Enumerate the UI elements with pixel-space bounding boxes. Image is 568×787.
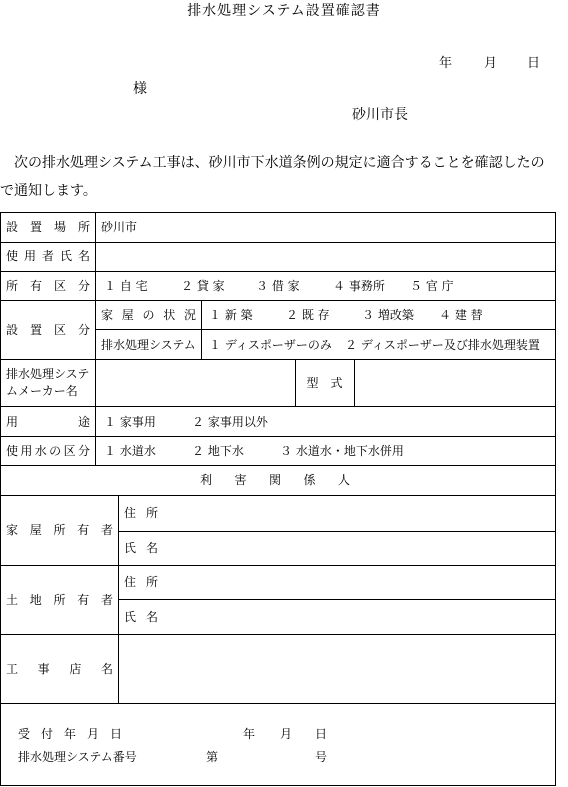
land-owner-name-field[interactable] — [165, 603, 551, 631]
land-owner-address-label: 住 所 — [124, 575, 158, 589]
system-number-label: 排水処理システム番号 — [18, 750, 137, 764]
table-border-bottom — [0, 785, 556, 786]
ownership-option-4[interactable]: ４ 事務所 — [333, 279, 385, 293]
land-owner-label: 土 地 所 有 者 — [6, 593, 113, 607]
land-owner-name-label: 氏 名 — [124, 610, 158, 624]
house-status-option-2[interactable]: ２ 既 存 — [286, 308, 330, 322]
system-option-1[interactable]: １ ディスポーザーのみ — [209, 338, 332, 352]
house-status-option-3[interactable]: ３ 増改築 — [362, 308, 414, 322]
house-status-option-4[interactable]: ４ 建 替 — [439, 308, 483, 322]
use-label-b: 途 — [78, 415, 91, 429]
system-number-prefix: 第 — [206, 750, 219, 764]
house-status-option-1[interactable]: １ 新 築 — [209, 308, 253, 322]
received-date-month: 月 — [280, 727, 293, 741]
system-number-suffix: 号 — [315, 750, 328, 764]
ownership-option-2[interactable]: ２ 貸 家 — [181, 279, 225, 293]
table-border-top — [0, 212, 556, 213]
document-title: 排水処理システム設置確認書 — [187, 3, 381, 19]
house-owner-address-field[interactable] — [165, 499, 551, 527]
interested-parties-header: 利 害 関 係 人 — [200, 473, 350, 487]
maker-label-line1: 排水処理システ — [6, 367, 90, 381]
ownership-option-1[interactable]: １ 自 宅 — [104, 279, 148, 293]
contractor-field[interactable] — [123, 638, 551, 700]
received-date-year: 年 — [243, 727, 256, 741]
body-text-line2: で通知します。 — [0, 183, 97, 199]
use-label-a: 用 — [6, 415, 19, 429]
ownership-option-5[interactable]: ５ 官 庁 — [410, 279, 454, 293]
addressee-suffix: 様 — [133, 81, 147, 97]
date-month: 月 — [484, 56, 498, 71]
user-name-label: 使 用 者 氏 名 — [6, 249, 90, 263]
ownership-label: 所 有 区 分 — [6, 279, 90, 293]
water-option-1[interactable]: １ 水道水 — [104, 444, 156, 458]
house-owner-name-label: 氏 名 — [124, 541, 158, 555]
water-source-label: 使 用 水 の 区 分 — [6, 444, 90, 458]
house-owner-address-label: 住 所 — [124, 506, 158, 520]
system-label: 排水処理システム — [101, 338, 196, 352]
received-date-day: 日 — [315, 727, 328, 741]
model-field[interactable] — [358, 362, 552, 404]
water-option-3[interactable]: ３ 水道水・地下水併用 — [280, 444, 404, 458]
water-option-2[interactable]: ２ 地下水 — [192, 444, 244, 458]
system-option-2[interactable]: ２ ディスポーザー及び排水処理装置 — [345, 338, 540, 352]
house-status-label: 家 屋 の 状 況 — [101, 308, 196, 322]
received-date-label: 受 付 年 月 日 — [18, 727, 122, 741]
install-category-label: 設 置 区 分 — [6, 323, 90, 337]
date-year: 年 — [439, 56, 453, 71]
house-owner-name-field[interactable] — [165, 535, 551, 562]
maker-label-line2: ムメーカー名 — [6, 384, 78, 398]
land-owner-address-field[interactable] — [165, 569, 551, 596]
maker-name-field[interactable] — [100, 362, 292, 404]
date-day: 日 — [527, 56, 541, 71]
body-text-line1: 次の排水処理システム工事は、砂川市下水道条例の規定に適合することを確認したの — [14, 155, 545, 171]
model-label: 型 式 — [306, 376, 343, 390]
location-value: 砂川市 — [101, 220, 138, 234]
use-option-1[interactable]: １ 家事用 — [104, 415, 156, 429]
contractor-label: 工 事 店 名 — [6, 662, 113, 676]
issuer: 砂川市長 — [352, 107, 408, 123]
location-label: 設 置 場 所 — [6, 220, 90, 234]
ownership-option-3[interactable]: ３ 借 家 — [256, 279, 300, 293]
user-name-field[interactable] — [100, 245, 552, 267]
house-owner-label: 家 屋 所 有 者 — [6, 523, 113, 537]
use-option-2[interactable]: ２ 家事用以外 — [192, 415, 268, 429]
